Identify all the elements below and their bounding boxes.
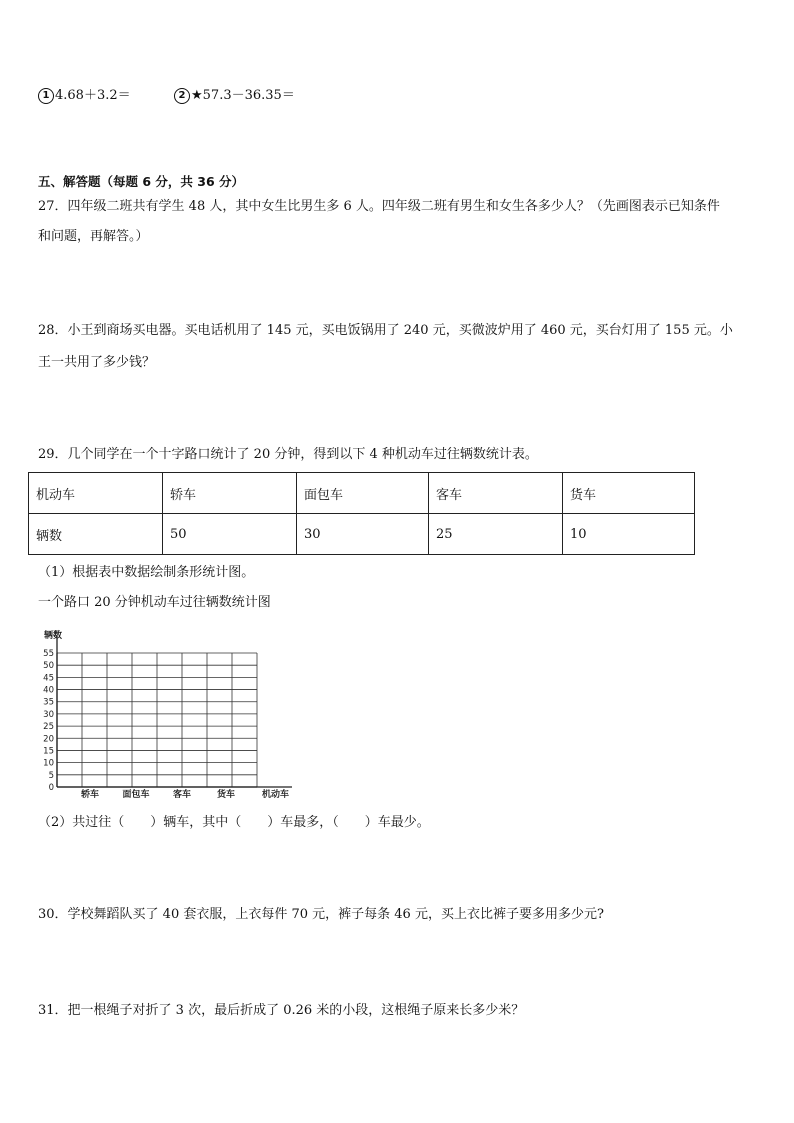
chart-y-tick-label: 10 xyxy=(43,758,54,769)
question-28-line-2: 王一共用了多少钱？ xyxy=(38,355,156,370)
calc-item-1-text: 4.68＋3.2＝ xyxy=(55,88,131,103)
table-cell: 辆数 xyxy=(29,514,163,555)
table-cell: 机动车 xyxy=(29,473,163,514)
chart-y-tick-label: 50 xyxy=(43,661,54,672)
table-cell: 10 xyxy=(563,514,695,555)
table-cell: 客车 xyxy=(429,473,563,514)
chart-category-label: 客车 xyxy=(172,790,192,800)
vehicle-count-table xyxy=(28,472,695,555)
calc-item-1 xyxy=(38,84,131,104)
chart-y-tick-label: 45 xyxy=(43,673,54,684)
calc-item-2 xyxy=(174,84,295,104)
chart-y-tick-label: 0 xyxy=(48,783,54,793)
chart-y-tick-label: 35 xyxy=(43,697,54,708)
table-row xyxy=(29,514,695,555)
table-cell: 货车 xyxy=(563,473,695,514)
question-27-line-2: 和问题，再解答。） xyxy=(38,229,149,244)
section-heading: 五、解答题（每题 6 分，共 36 分） xyxy=(38,174,245,189)
question-29-part-1: （1）根据表中数据绘制条形统计图。 xyxy=(38,565,255,580)
table-cell: 30 xyxy=(297,514,429,555)
table-cell: 25 xyxy=(429,514,563,555)
table-cell: 面包车 xyxy=(297,473,429,514)
chart-category-label: 货车 xyxy=(216,790,236,800)
chart-category-label: 轿车 xyxy=(80,790,100,800)
chart-category-label: 面包车 xyxy=(122,790,150,800)
chart-y-tick-label: 25 xyxy=(43,722,54,733)
chart-y-tick-label: 40 xyxy=(43,685,54,696)
calc-item-2-text: ★57.3－36.35＝ xyxy=(191,88,295,103)
chart-y-tick-label: 55 xyxy=(43,649,54,659)
question-31: 31．把一根绳子对折了 3 次，最后折成了 0.26 米的小段，这根绳子原来长多少米？ xyxy=(38,1003,525,1018)
chart-y-axis-label: 辆数 xyxy=(44,631,63,641)
circled-number-1: 1 xyxy=(38,88,54,104)
table-header-row xyxy=(29,473,695,514)
chart-x-axis-label: 机动车 xyxy=(262,790,290,800)
chart-y-tick-label: 20 xyxy=(43,734,54,745)
chart-y-tick-label: 5 xyxy=(48,770,54,781)
chart-y-tick-label: 30 xyxy=(43,709,54,720)
question-28-line-1: 28．小王到商场买电器。买电话机用了 145 元，买电饭锅用了 240 元，买微波炉用了 460 元，买台灯用了 155 元。小 xyxy=(38,323,733,338)
question-27-line-1: 27．四年级二班共有学生 48 人，其中女生比男生多 6 人。四年级二班有男生和女生各多少人？（先画图表示已知条件 xyxy=(38,199,720,214)
bar-chart-grid xyxy=(30,620,310,805)
question-29-part-2: （2）共过往（ ）辆车，其中（ ）车最多，（ ）车最少。 xyxy=(38,815,430,830)
chart-title: 一个路口 20 分钟机动车过往辆数统计图 xyxy=(38,595,271,610)
chart-y-tick-label: 15 xyxy=(43,746,54,757)
table-cell: 轿车 xyxy=(163,473,297,514)
question-29-intro: 29．几个同学在一个十字路口统计了 20 分钟，得到以下 4 种机动车过往辆数统计表。 xyxy=(38,447,538,462)
table-cell: 50 xyxy=(163,514,297,555)
circled-number-2: 2 xyxy=(174,88,190,104)
question-30: 30．学校舞蹈队买了 40 套衣服，上衣每件 70 元，裤子每条 46 元，买上衣比裤子要多用多少元? xyxy=(38,907,604,922)
